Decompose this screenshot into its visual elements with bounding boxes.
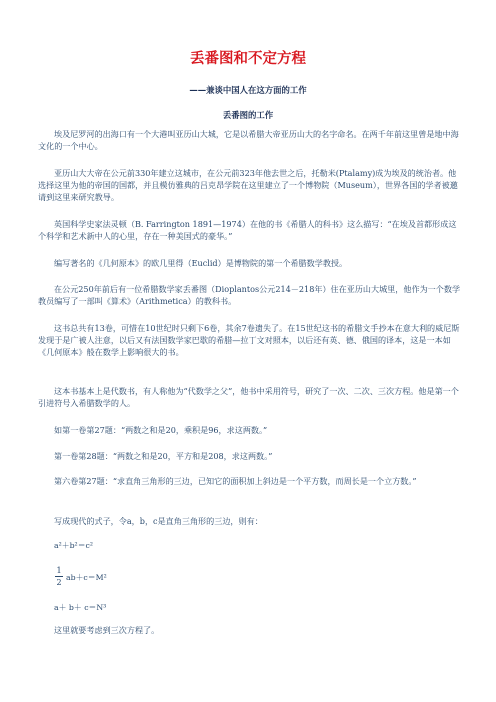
paragraph: 编写著名的《几何原本》的欧几里得（Euclid）是博物院的第一个希腊数学教授。 (54, 258, 348, 268)
paragraph: 如第一卷第27题：“两数之和是20，乘积是96，求这两数。” (54, 425, 268, 435)
paragraph: 第一卷第28题：“两数之和是20，平方和是208，求这两数。” (54, 451, 273, 461)
paragraph: 这书总共有13卷，可惜在10世纪时只剩下6卷，其余7卷遗失了。在15世纪这书的希腊文手抄本在意大利的威尼斯发现于是广被人注意，以后又有法国数学家巴歇的希腊—拉丁文对照本，以后还有英、德、俄国的译本，这是一本如《几何原本》般在数学上影响很大的书。 (38, 323, 460, 358)
section-heading: 丢番图的工作 (222, 110, 274, 120)
paragraph: 写成现代的式子，令a，b，c是直角三角形的三边，则有： (54, 516, 263, 526)
paragraph: 亚历山大大帝在公元前330年建立这城市，在公元前323年他去世之后，托勒米(Ptalamy)成为埃及的统治者。他选择这里为他的帝国的国都，并且模仿雅典的吕克昂学院在这里建立了一个博物院（Museum），世界各国的学者被邀请到这里来研究教导。 (38, 168, 458, 203)
fraction-numerator: 1 (56, 566, 62, 575)
paragraph: 这本书基本上是代数书，有人称他为“代数学之父”，他书中采用符号，研究了一次、二次、三次方程。他是第一个引进符号入希腊数学的人。 (38, 386, 459, 409)
formula-area-plus-hypotenuse: ab＋c＝M² (66, 573, 107, 582)
fraction-bar (55, 576, 63, 577)
paragraph: 英国科学史家法灵顿（B. Farrington 1891—1974）在他的书《希腊人的科书》这么描写：“在埃及首都形成这个科学和艺术新中人的心里，存在一种美国式的豪华。” (38, 219, 457, 242)
formula-pythagorean: a²＋b²＝c² (54, 541, 93, 550)
fraction-denominator: 2 (56, 578, 62, 587)
fraction-one-half (55, 566, 63, 587)
page-subtitle: ——兼谈中国人在这方面的工作 (189, 85, 307, 95)
paragraph: 埃及尼罗河的出海口有一个大港叫亚历山大城，它是以希腊大帝亚历山大的名字命名。在两千年前这里曾是地中海文化的一个中心。 (38, 129, 459, 152)
paragraph: 这里就要考虑到三次方程了。 (54, 625, 160, 635)
paragraph: 在公元250年前后有一位希腊数学家丢番图（Dioplantos公元214－218年）住在亚历山大城里，他作为一个数学教员编写了一部叫《算术》（Arithmetica）的教科书。 (38, 284, 461, 307)
paragraph: 第六卷第27题：“求直角三角形的三边，已知它的面积加上斜边是一个平方数，而周长是一个立方数。” (54, 476, 417, 486)
page-title: 丢番图和不定方程 (190, 51, 306, 67)
formula-perimeter: a＋ b＋ c＝N³ (54, 603, 107, 612)
